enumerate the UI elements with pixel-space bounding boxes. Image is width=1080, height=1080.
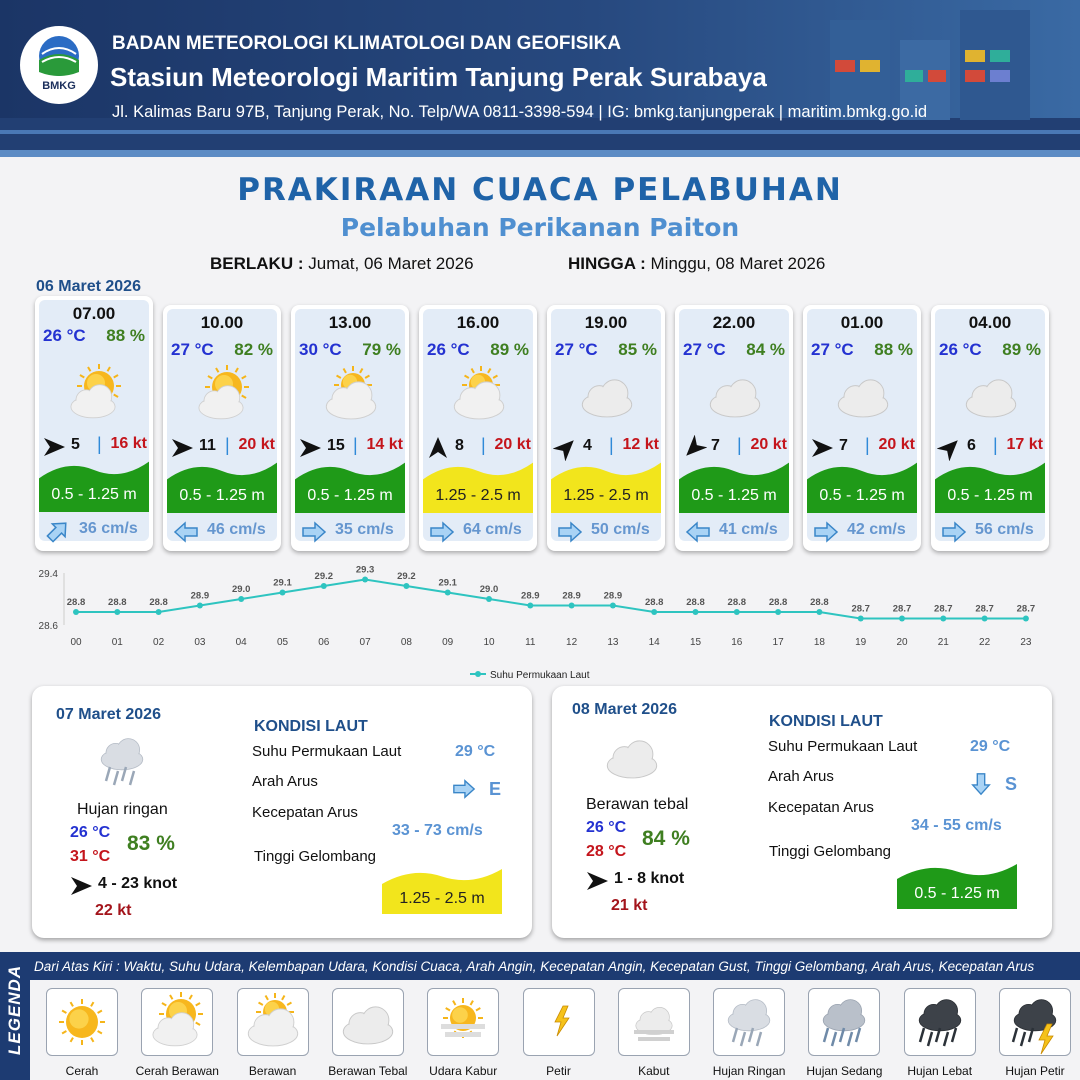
card-wave-height: 0.5 - 1.25 m — [819, 487, 905, 504]
card-current-direction — [429, 519, 455, 550]
validity-from-label: BERLAKU : — [210, 254, 304, 273]
legend-item-hujan-ringan — [713, 988, 785, 1056]
daily-panel — [32, 686, 532, 938]
chart-data-label: 29.3 — [355, 564, 375, 576]
chart-data-label: 29.1 — [273, 577, 292, 589]
chart-x-tick: 22 — [979, 637, 991, 648]
card-wind-speed: 15 — [327, 437, 345, 454]
chart-point — [403, 583, 409, 589]
chart-series-line — [76, 577, 1026, 619]
daily-temp-max: 31 °C — [70, 848, 111, 865]
card-temperature: 27 °C — [171, 340, 214, 359]
current-direction-icon — [941, 519, 967, 545]
chart-point — [527, 603, 533, 609]
card-current-speed: 42 cm/s — [847, 521, 906, 538]
current-direction-icon — [557, 519, 583, 545]
legend-item-hujan-sedang — [808, 988, 880, 1056]
current-direction-icon — [685, 519, 711, 545]
card-temperature: 26 °C — [43, 326, 86, 345]
card-weather-icon — [569, 365, 645, 430]
daily-temp-min: 26 °C — [586, 819, 627, 836]
chart-x-tick: 06 — [318, 637, 330, 648]
card-humidity: 89 % — [1002, 340, 1041, 359]
current-direction-icon — [452, 777, 476, 801]
card-time: 04.00 — [968, 313, 1012, 332]
sea-condition-title: KONDISI LAUT — [254, 718, 368, 735]
card-current-direction — [45, 518, 71, 549]
legend-item-label: Berawan — [248, 1064, 297, 1078]
daily-condition: Hujan ringan — [77, 801, 168, 818]
station-address: Jl. Kalimas Baru 97B, Tanjung Perak, No. Telp/WA 0811-3398-594 | IG: bmkg.tanjungperak | maritim.bmkg.go.id — [112, 103, 928, 121]
forecast-card — [675, 305, 793, 551]
card-current-speed: 64 cm/s — [463, 521, 522, 538]
card-weather-icon — [185, 365, 261, 430]
forecast-card — [163, 305, 281, 551]
chart-data-label: 28.8 — [686, 597, 705, 608]
berawan-tebal-icon — [697, 365, 773, 425]
card-separator: | — [609, 435, 614, 455]
bmkg-emblem-icon — [20, 30, 98, 84]
current-direction-icon — [301, 519, 327, 545]
daily-wind-speed: 4 - 23 knot — [98, 875, 178, 892]
berawan-tebal-icon — [333, 989, 403, 1055]
chart-point — [362, 577, 368, 583]
berawan-icon — [238, 989, 308, 1055]
card-humidity: 88 % — [874, 340, 913, 359]
legend-item-cerah-berawan — [141, 988, 213, 1056]
chart-point — [982, 616, 988, 622]
udara-kabur-icon — [428, 989, 498, 1055]
berawan-tebal-icon — [953, 365, 1029, 425]
chart-point — [73, 609, 79, 615]
chart-point — [858, 616, 864, 622]
card-humidity: 88 % — [106, 326, 145, 345]
legend-side — [0, 952, 30, 1080]
chart-data-label: 28.7 — [975, 603, 994, 615]
sst-label: Suhu Permukaan Laut — [768, 738, 918, 755]
current-speed-label: Kecepatan Arus — [768, 799, 874, 816]
card-wind — [553, 433, 661, 459]
legend-item-label: Kabut — [638, 1064, 670, 1078]
chart-legend-label: Suhu Permukaan Laut — [490, 670, 590, 681]
card-wind — [297, 433, 405, 459]
card-weather-icon — [825, 365, 901, 430]
card-wind — [41, 432, 149, 458]
forecast-card — [35, 296, 153, 551]
chart-x-tick: 14 — [648, 637, 660, 648]
chart-x-tick: 13 — [607, 637, 619, 648]
legend-item-label: Hujan Ringan — [712, 1064, 786, 1078]
legend-item-label: Hujan Petir — [1005, 1064, 1065, 1078]
card-current — [429, 517, 529, 543]
card-gust: 14 kt — [366, 436, 403, 453]
sea-condition-title: KONDISI LAUT — [769, 713, 883, 730]
card-wind-speed: 4 — [583, 437, 592, 454]
card-separator: | — [993, 435, 998, 455]
card-current — [685, 517, 785, 543]
card-time: 16.00 — [456, 313, 500, 332]
chart-point — [1023, 616, 1029, 622]
card-wave-height: 1.25 - 2.5 m — [563, 487, 649, 504]
daily-temp-min: 26 °C — [70, 824, 111, 841]
card-humidity: 82 % — [234, 340, 273, 359]
page-subtitle: Pelabuhan Perikanan Paiton — [340, 213, 740, 242]
validity-to-label: HINGGA : — [568, 254, 646, 273]
card-separator: | — [225, 435, 230, 455]
chart-data-label: 28.8 — [108, 597, 127, 608]
wave-height-label: Tinggi Gelombang — [769, 843, 892, 860]
card-temperature: 26 °C — [939, 340, 982, 359]
card-time: 19.00 — [584, 313, 628, 332]
chart-data-label: 29.1 — [438, 577, 457, 589]
current-direction-icon — [173, 519, 199, 545]
card-wind — [937, 433, 1045, 459]
card-current-speed: 46 cm/s — [207, 521, 266, 538]
card-time: 07.00 — [72, 304, 116, 323]
card-current-direction — [941, 519, 967, 550]
chart-data-label: 28.7 — [934, 603, 953, 615]
sst-label: Suhu Permukaan Laut — [252, 743, 402, 760]
chart-data-label: 28.8 — [727, 597, 747, 608]
card-current-speed: 41 cm/s — [719, 521, 778, 538]
card-current-direction — [173, 519, 199, 550]
wind-direction-icon — [584, 868, 610, 894]
card-gust: 16 kt — [110, 435, 147, 452]
card-weather-icon — [697, 365, 773, 430]
legend-item-label: Udara Kabur — [429, 1064, 498, 1078]
chart-point — [197, 603, 203, 609]
sea-surface-temperature-chart — [30, 563, 1050, 683]
card-wind — [809, 433, 917, 459]
chart-x-tick: 09 — [442, 637, 454, 648]
chart-x-tick: 00 — [70, 637, 82, 648]
current-direction-value: S — [1005, 774, 1018, 794]
card-weather-icon — [953, 365, 1029, 430]
legend-item-kabut — [618, 988, 690, 1056]
chart-data-label: 28.7 — [851, 603, 870, 615]
legend-side-label: LEGENDA — [5, 964, 24, 1055]
card-current-direction — [813, 519, 839, 550]
legend-item-label: Hujan Lebat — [907, 1064, 973, 1078]
chart-data-label: 28.7 — [1016, 603, 1036, 615]
card-separator: | — [865, 435, 870, 455]
card-wind-speed: 5 — [71, 436, 80, 453]
legend-item-hujan-petir — [999, 988, 1071, 1056]
daily-wave-height: 0.5 - 1.25 m — [914, 885, 1000, 902]
card-temperature: 30 °C — [299, 340, 342, 359]
legend-item-berawan — [237, 988, 309, 1056]
current-speed-label: Kecepatan Arus — [252, 804, 358, 821]
legend-item-cerah — [46, 988, 118, 1056]
daily-date: 07 Maret 2026 — [56, 706, 161, 723]
chart-x-tick: 12 — [566, 637, 578, 648]
chart-x-tick: 08 — [400, 637, 412, 648]
current-speed-value: 34 - 55 cm/s — [911, 817, 1002, 834]
chart-data-label: 29.0 — [479, 584, 499, 595]
legend-item-petir — [523, 988, 595, 1056]
card-separator: | — [97, 434, 102, 454]
card-wind-speed: 8 — [455, 437, 464, 454]
card-weather-icon — [313, 365, 389, 430]
daily-weather-icon — [82, 726, 162, 801]
card-separator: | — [481, 435, 486, 455]
card-current-speed: 50 cm/s — [591, 521, 650, 538]
chart-data-label: 28.9 — [190, 590, 210, 602]
station-name: Stasiun Meteorologi Maritim Tanjung Perak Surabaya — [110, 62, 767, 92]
card-humidity: 89 % — [490, 340, 529, 359]
agency-name: BADAN METEOROLOGI KLIMATOLOGI DAN GEOFISIKA — [112, 33, 622, 54]
chart-point — [899, 616, 905, 622]
legend — [0, 952, 1080, 1080]
daily-temp-max: 28 °C — [586, 843, 627, 860]
card-current — [941, 517, 1041, 543]
card-current — [557, 517, 657, 543]
chart-point — [693, 609, 699, 615]
card-humidity: 85 % — [618, 340, 657, 359]
legend-item-berawan-tebal — [332, 988, 404, 1056]
berawan-tebal-icon — [592, 721, 672, 791]
card-wave-height: 0.5 - 1.25 m — [691, 487, 777, 504]
chart-point — [610, 603, 616, 609]
card-temperature: 27 °C — [811, 340, 854, 359]
chart-x-tick: 07 — [359, 637, 371, 648]
card-current-direction — [685, 519, 711, 550]
hujan-ringan-icon — [714, 989, 784, 1055]
page-title: PRAKIRAAN CUACA PELABUHAN — [237, 172, 843, 208]
chart-x-tick: 23 — [1020, 637, 1032, 648]
berawan-tebal-icon — [569, 365, 645, 425]
chart-x-tick: 02 — [153, 637, 165, 648]
card-gust: 12 kt — [622, 436, 659, 453]
legend-item-hujan-lebat — [904, 988, 976, 1056]
chart-data-label: 28.8 — [644, 597, 664, 608]
chart-point — [238, 596, 244, 602]
card-weather-icon — [57, 364, 133, 429]
wind-direction-icon — [68, 873, 94, 899]
daily-humidity: 83 % — [127, 832, 175, 855]
validity-from — [210, 254, 474, 274]
chart-point — [114, 609, 120, 615]
current-direction-icon — [969, 772, 993, 796]
card-wave-height: 0.5 - 1.25 m — [307, 487, 393, 504]
wave-height-label: Tinggi Gelombang — [254, 848, 377, 865]
card-humidity: 79 % — [362, 340, 401, 359]
card-separator: | — [737, 435, 742, 455]
card-wave-height: 0.5 - 1.25 m — [51, 486, 137, 503]
chart-data-label: 29.0 — [231, 584, 251, 595]
logo-text: BMKG — [42, 80, 76, 92]
legend-item-label: Cerah Berawan — [135, 1064, 219, 1078]
chart-data-label: 28.9 — [603, 590, 623, 602]
chart-y-tick: 28.6 — [38, 621, 58, 632]
card-current — [45, 516, 145, 542]
sst-value: 29 °C — [970, 738, 1011, 755]
legend-description: Dari Atas Kiri : Waktu, Suhu Udara, Kelembapan Udara, Kondisi Cuaca, Arah Angin, Kecepatan Angin, Kecepatan Gust, Tinggi Gelombang, Arah Arus, Kecepatan Arus — [34, 959, 1035, 974]
chart-point — [651, 609, 657, 615]
chart-data-label: 28.8 — [149, 597, 168, 608]
card-wave-height: 1.25 - 2.5 m — [435, 487, 521, 504]
card-wind — [681, 433, 789, 459]
card-current-direction — [557, 519, 583, 550]
card-wave-height: 0.5 - 1.25 m — [179, 487, 265, 504]
card-gust: 20 kt — [238, 436, 275, 453]
chart-x-tick: 03 — [194, 637, 206, 648]
berawan-icon — [313, 365, 389, 425]
card-current — [173, 517, 273, 543]
card-time: 10.00 — [200, 313, 244, 332]
chart-x-tick: 15 — [689, 637, 702, 648]
daily-current-direction — [969, 772, 993, 801]
chart-x-tick: 17 — [772, 637, 784, 648]
chart-x-tick: 20 — [896, 637, 908, 648]
daily-date: 08 Maret 2026 — [572, 701, 677, 718]
card-gust: 20 kt — [494, 436, 531, 453]
chart-data-label: 28.8 — [768, 597, 788, 608]
chart-x-tick: 18 — [813, 637, 825, 648]
chart-x-tick: 01 — [111, 637, 123, 648]
card-wind-speed: 6 — [967, 437, 976, 454]
berawan-tebal-icon — [825, 365, 901, 425]
header-banner — [0, 0, 1080, 157]
daily-gust: 22 kt — [95, 902, 132, 919]
hujan-lebat-icon — [905, 989, 975, 1055]
daily-weather-icon — [592, 721, 672, 796]
daily-wind-direction — [68, 873, 94, 904]
legend-item-label: Berawan Tebal — [328, 1064, 408, 1078]
card-current-direction — [301, 519, 327, 550]
cerah-berawan-icon — [185, 365, 261, 425]
card-wind-speed: 7 — [839, 437, 848, 454]
card-current — [813, 517, 913, 543]
chart-x-tick: 04 — [235, 637, 247, 648]
card-temperature: 27 °C — [555, 340, 598, 359]
legend-item-label: Petir — [546, 1064, 571, 1078]
card-current-speed: 56 cm/s — [975, 521, 1034, 538]
kabut-icon — [619, 989, 689, 1055]
cerah-icon — [47, 989, 117, 1055]
card-wind-speed: 11 — [199, 437, 216, 454]
berawan-icon — [441, 365, 517, 425]
card-wind-speed: 7 — [711, 437, 720, 454]
forecast-card — [547, 305, 665, 551]
card-weather-icon — [441, 365, 517, 430]
cerah-berawan-icon — [57, 364, 133, 424]
hujan-sedang-icon — [809, 989, 879, 1055]
petir-icon — [524, 989, 594, 1055]
chart-data-label: 28.7 — [892, 603, 912, 615]
legend-item-udara-kabur — [427, 988, 499, 1056]
legend-item-label: Hujan Sedang — [806, 1064, 883, 1078]
validity-to-value: Minggu, 08 Maret 2026 — [650, 254, 826, 273]
hujan-ringan-icon — [82, 726, 162, 796]
current-speed-value: 33 - 73 cm/s — [392, 822, 483, 839]
validity-from-value: Jumat, 06 Maret 2026 — [308, 254, 474, 273]
daily-current-direction — [452, 777, 476, 806]
daily-wind-direction — [584, 868, 610, 899]
daily-gust: 21 kt — [611, 897, 648, 914]
card-current — [301, 517, 401, 543]
chart-x-tick: 10 — [483, 637, 495, 648]
daily-condition: Berawan tebal — [586, 796, 689, 813]
current-direction-icon — [429, 519, 455, 545]
card-gust: 17 kt — [1006, 436, 1043, 453]
chart-point — [569, 603, 575, 609]
chart-data-label: 29.2 — [314, 571, 334, 582]
card-time: 13.00 — [328, 313, 372, 332]
hujan-petir-icon — [1000, 989, 1070, 1055]
daily-wind-speed: 1 - 8 knot — [614, 870, 685, 887]
chart-point — [280, 590, 286, 596]
current-direction-value: E — [489, 779, 502, 799]
card-wave-height: 0.5 - 1.25 m — [947, 487, 1033, 504]
card-separator: | — [353, 435, 358, 455]
forecast-card — [803, 305, 921, 551]
chart-data-label: 28.8 — [66, 597, 86, 608]
chart-x-tick: 19 — [855, 637, 867, 648]
card-time: 01.00 — [840, 313, 884, 332]
legend-icons — [30, 980, 1080, 1080]
chart-point — [156, 609, 162, 615]
chart-data-label: 28.8 — [810, 597, 829, 608]
card-gust: 20 kt — [750, 436, 787, 453]
card-time: 22.00 — [712, 313, 756, 332]
daily-wave-height: 1.25 - 2.5 m — [399, 890, 485, 907]
card-temperature: 26 °C — [427, 340, 470, 359]
daily-humidity: 84 % — [642, 827, 690, 850]
chart-x-tick: 16 — [731, 637, 743, 648]
validity-to — [568, 254, 825, 274]
current-direction-icon — [813, 519, 839, 545]
card-wind — [169, 433, 277, 459]
cerah-berawan-icon — [142, 989, 212, 1055]
chart-x-tick: 11 — [525, 637, 536, 648]
forecast-date: 06 Maret 2026 — [36, 278, 141, 295]
chart-x-tick: 05 — [276, 637, 289, 648]
bmkg-logo — [20, 26, 98, 104]
chart-legend-marker — [475, 671, 481, 677]
chart-point — [486, 596, 492, 602]
chart-y-tick: 29.4 — [38, 569, 58, 580]
chart-point — [816, 609, 822, 615]
daily-panel — [552, 686, 1052, 938]
legend-item-label: Cerah — [65, 1064, 99, 1078]
card-wind — [425, 433, 533, 459]
card-humidity: 84 % — [746, 340, 785, 359]
card-current-speed: 36 cm/s — [79, 520, 138, 537]
chart-point — [734, 609, 740, 615]
chart-data-label: 28.9 — [562, 590, 581, 602]
chart-point — [940, 616, 946, 622]
chart-point — [445, 590, 451, 596]
forecast-card — [291, 305, 409, 551]
chart-data-label: 28.9 — [521, 590, 540, 602]
chart-x-tick: 21 — [937, 637, 949, 648]
current-direction-label: Arah Arus — [252, 773, 318, 790]
forecast-card — [931, 305, 1049, 551]
chart-data-label: 29.2 — [397, 571, 416, 582]
card-gust: 20 kt — [878, 436, 915, 453]
sst-value: 29 °C — [455, 743, 496, 760]
chart-point — [775, 609, 781, 615]
card-temperature: 27 °C — [683, 340, 726, 359]
chart-point — [321, 583, 327, 589]
forecast-card — [419, 305, 537, 551]
current-direction-icon — [45, 518, 71, 544]
card-current-speed: 35 cm/s — [335, 521, 394, 538]
current-direction-label: Arah Arus — [768, 768, 834, 785]
